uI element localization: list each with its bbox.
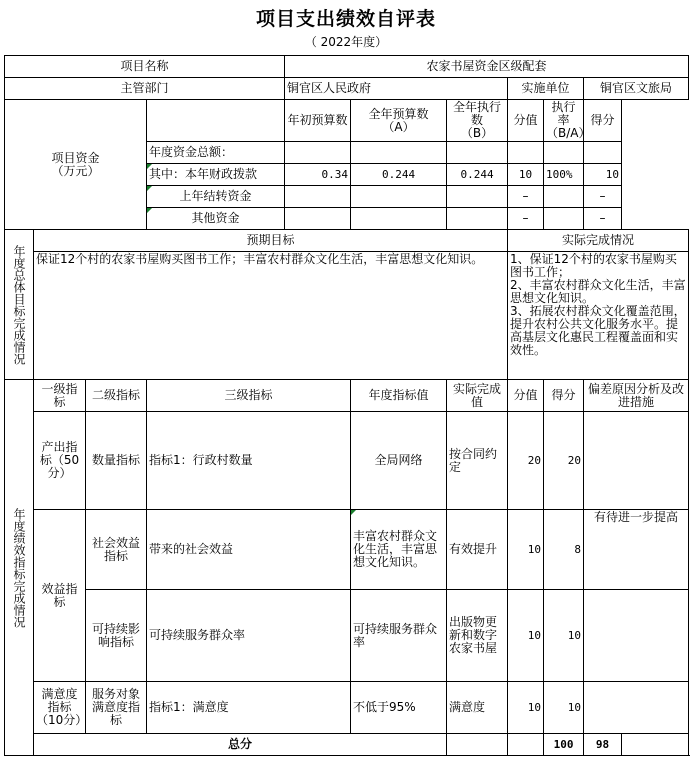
actual-completion-header: 实际完成情况 (508, 230, 689, 252)
funds-row-label: 上年结转资金 (147, 186, 285, 208)
indicators-side-label: 年度绩效指标完成情况 (5, 380, 34, 756)
satisfaction-score-value: 10 (508, 682, 544, 734)
output-actual: 按合同约定 (447, 412, 508, 510)
benefit-actual: 有效提升 (447, 510, 508, 590)
benefit-score: 10 (544, 590, 584, 682)
output-score-value: 20 (508, 412, 544, 510)
funds-score-value: 10 (508, 164, 544, 186)
funds-row-label: 其他资金 (147, 208, 285, 230)
benefit-target: 可持续服务群众率 (351, 590, 447, 682)
benefit-deviation (584, 590, 689, 682)
level2-header: 二级指标 (86, 380, 147, 412)
funds-score (584, 142, 622, 164)
dept-row (5, 78, 689, 100)
initial-budget-header: 年初预算数 (285, 100, 351, 142)
output-score: 20 (544, 412, 584, 510)
benefit-level3: 带来的社会效益 (147, 510, 351, 590)
output-level2: 数量指标 (86, 412, 147, 510)
funds-rate: 100% (544, 164, 584, 186)
funds-initial (285, 186, 351, 208)
year-line: （ 2022年度） (304, 35, 388, 49)
total-blank-actual (508, 734, 544, 756)
output-deviation (584, 412, 689, 510)
benefit-indicator-row (5, 510, 689, 590)
rate-header: 执行率 （B/A） (544, 100, 584, 142)
score-header: 得分 (584, 100, 622, 142)
page-title: 项目支出绩效自评表 (255, 8, 436, 30)
score-value-header: 分值 (508, 100, 544, 142)
funds-blank-header (147, 100, 285, 142)
funds-rate (544, 208, 584, 230)
satisfaction-level1: 满意度指标（10分） (34, 682, 86, 734)
satisfaction-level2: 服务对象满意度指标 (86, 682, 147, 734)
total-label: 总分 (34, 734, 447, 756)
funds-executed (447, 142, 508, 164)
output-indicator-row (5, 412, 689, 510)
funds-executed (447, 186, 508, 208)
satisfaction-level3: 指标1：满意度 (147, 682, 351, 734)
funds-budget (351, 142, 447, 164)
deviation-header: 偏差原因分析及改进措施 (584, 380, 689, 412)
goals-content-row (5, 252, 689, 380)
benefit-level2: 社会效益指标 (86, 510, 147, 590)
output-level1: 产出指标（50分） (34, 412, 86, 510)
dept-label: 主管部门 (5, 78, 285, 100)
satisfaction-target: 不低于95% (351, 682, 447, 734)
total-blank-deviation (622, 734, 689, 756)
dept-value: 铜官区人民政府 (285, 78, 508, 100)
output-level3: 指标1：行政村数量 (147, 412, 351, 510)
satisfaction-indicator-row (5, 682, 689, 734)
benefit-level1: 效益指标 (34, 510, 86, 682)
goals-side-label: 年度总体目标完成情况 (5, 230, 34, 380)
funds-budget (351, 208, 447, 230)
level1-header: 一级指标 (34, 380, 86, 412)
benefit-indicator-row (5, 590, 689, 682)
benefit-level3: 可持续服务群众率 (147, 590, 351, 682)
funds-label: 项目资金 （万元） (5, 100, 147, 230)
total-score: 98 (584, 734, 622, 756)
funds-budget (351, 186, 447, 208)
expected-goal-header: 预期目标 (34, 230, 508, 252)
funds-row-label: 年度资金总额： (147, 142, 285, 164)
funds-initial (285, 142, 351, 164)
project-name-label: 项目名称 (5, 56, 285, 78)
benefit-actual: 出版物更新和数字农家书屋 (447, 590, 508, 682)
project-name-value: 农家书屋资金区级配套 (285, 56, 689, 78)
funds-initial (285, 208, 351, 230)
indicator-score-value-header: 分值 (508, 380, 544, 412)
level3-header: 三级指标 (147, 380, 351, 412)
goals-header-row (5, 230, 689, 252)
benefit-score-value: 10 (508, 510, 544, 590)
benefit-target: 丰富农村群众文化生活，丰富思想文化知识。 (351, 510, 447, 590)
funds-header-row (5, 100, 689, 142)
target-value-header: 年度指标值 (351, 380, 447, 412)
total-score-value: 100 (544, 734, 584, 756)
impl-label: 实施单位 (508, 78, 584, 100)
project-name-row (5, 56, 689, 78)
indicators-header-row (5, 380, 689, 412)
funds-score: – (584, 186, 622, 208)
impl-value: 铜官区文旅局 (584, 78, 689, 100)
funds-executed (447, 208, 508, 230)
funds-score-value (508, 142, 544, 164)
funds-executed: 0.244 (447, 164, 508, 186)
annual-budget-header: 全年预算数 （A） (351, 100, 447, 142)
satisfaction-actual: 满意度 (447, 682, 508, 734)
funds-score: – (584, 208, 622, 230)
expected-goal-text: 保证12个村的农家书屋购买图书工作；丰富农村群众文化生活，丰富思想文化知识。 (34, 252, 508, 380)
executed-header: 全年执行数 （B） (447, 100, 508, 142)
funds-score: 10 (584, 164, 622, 186)
funds-score-value: – (508, 186, 544, 208)
satisfaction-score: 10 (544, 682, 584, 734)
total-row (5, 734, 689, 756)
satisfaction-deviation (584, 682, 689, 734)
funds-initial: 0.34 (285, 164, 351, 186)
benefit-score: 8 (544, 510, 584, 590)
evaluation-table (4, 55, 689, 756)
funds-score-value: – (508, 208, 544, 230)
benefit-score-value: 10 (508, 590, 544, 682)
benefit-deviation: 有待进一步提高 (584, 510, 689, 590)
funds-rate (544, 186, 584, 208)
indicator-score-header: 得分 (544, 380, 584, 412)
funds-row-label: 其中：本年财政拨款 (147, 164, 285, 186)
funds-rate (544, 142, 584, 164)
actual-value-header: 实际完成值 (447, 380, 508, 412)
funds-budget: 0.244 (351, 164, 447, 186)
total-blank-target (447, 734, 508, 756)
output-target: 全局网络 (351, 412, 447, 510)
benefit-level2: 可持续影响指标 (86, 590, 147, 682)
actual-completion-text: 1、保证12个村的农家书屋购买图书工作； 2、丰富农村群众文化生活，丰富思想文化知识。 3、拓展农村群众文化覆盖范围，提升农村公共文化服务水平。提高基层文化惠民工程覆盖面和实效性。 (508, 252, 689, 380)
